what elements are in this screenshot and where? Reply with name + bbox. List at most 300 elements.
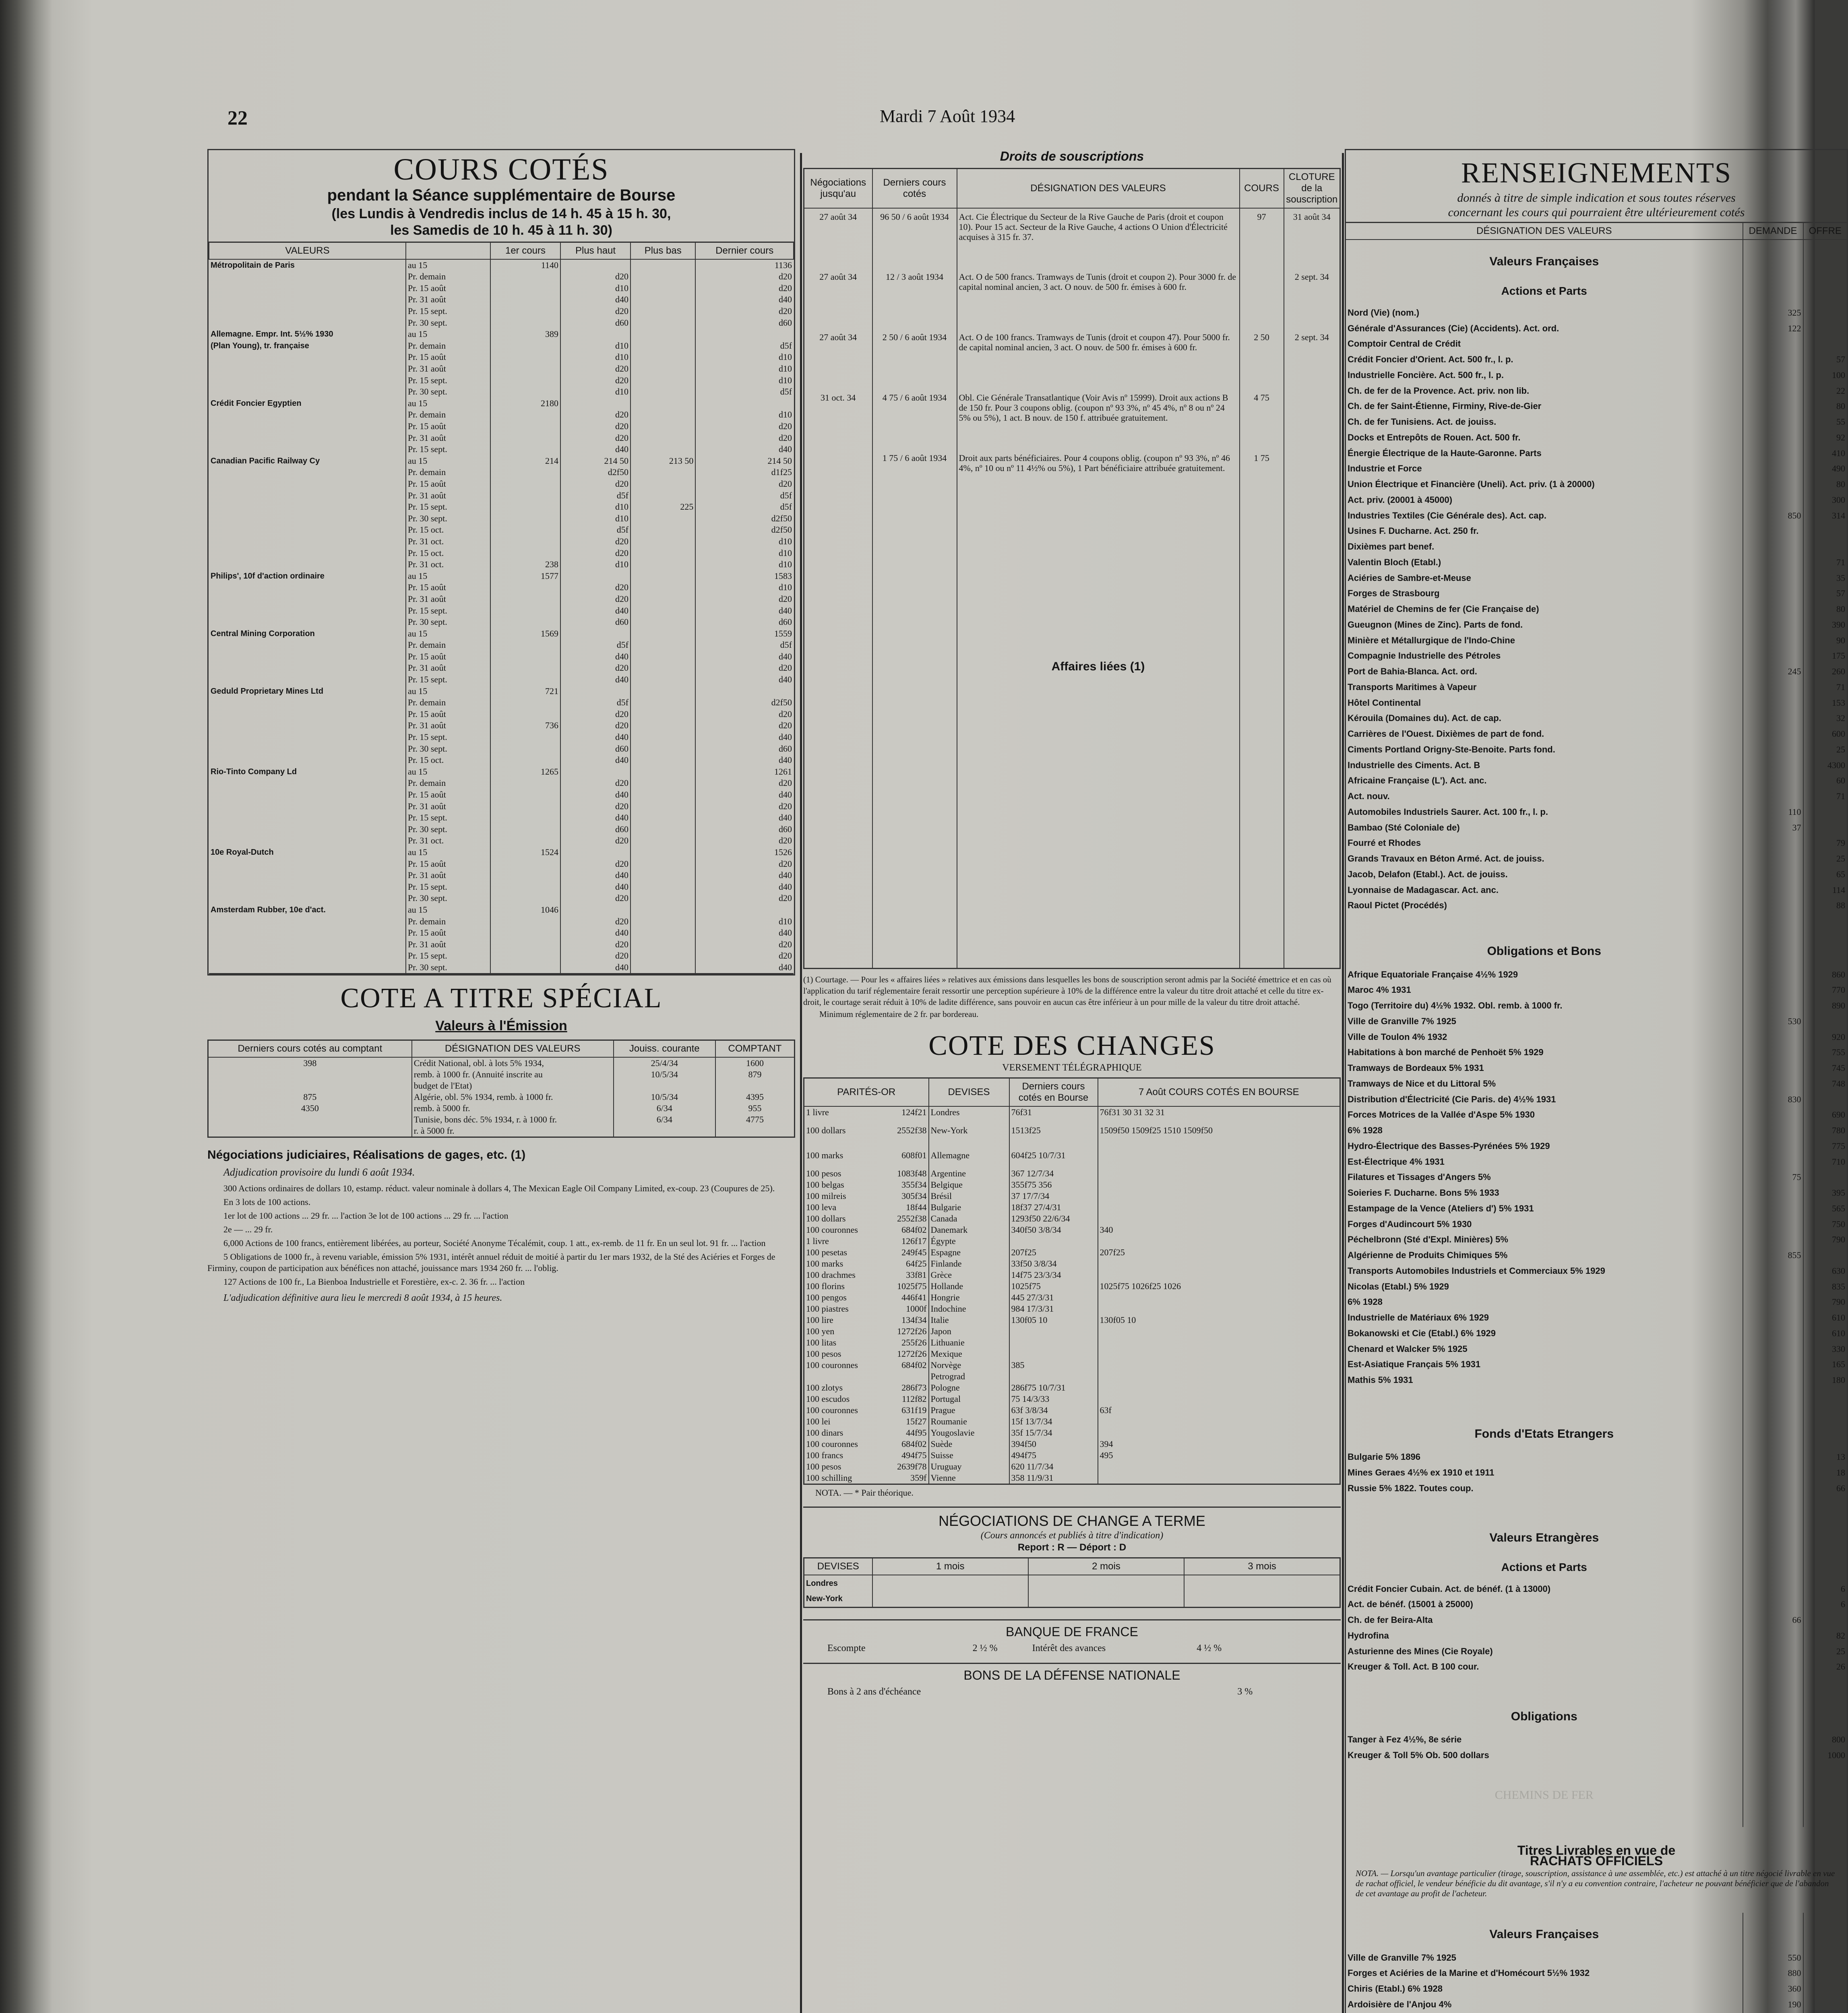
table-cell: Pr. 15 sept. (406, 732, 490, 743)
table-cell (695, 904, 794, 916)
spacer-row (1346, 1675, 1848, 1695)
table-row (1346, 1185, 1848, 1201)
table-cell (209, 962, 406, 974)
cote-titre-special-section (207, 984, 795, 1304)
table-cell (1803, 523, 1848, 539)
table-row (209, 709, 794, 720)
table-cell: 879 (715, 1069, 795, 1080)
table-cell (490, 835, 560, 847)
terme-title: NÉGOCIATIONS DE CHANGE A TERME (938, 1513, 1205, 1529)
table-row (209, 444, 794, 455)
table-cell (490, 824, 560, 835)
table-row (804, 1371, 1340, 1382)
cell-value: Danemark (930, 1225, 968, 1235)
table-cell (1009, 1326, 1098, 1337)
table-cell (1803, 1496, 1848, 1516)
table-cell: d20 (560, 593, 630, 605)
table-cell: 110 (1743, 804, 1803, 820)
table-cell (804, 1393, 929, 1405)
table-cell (1743, 1263, 1803, 1279)
table-cell (804, 1292, 929, 1303)
cell-value: 1025f75 (897, 1281, 927, 1291)
table-cell (1803, 1170, 1848, 1185)
table-cell: d20 (560, 478, 630, 490)
table-row (804, 1179, 1340, 1190)
table-cell: Kreuger & Toll 5% Ob. 500 dollars (1348, 1750, 1489, 1761)
cote-changes-title: COTE DES CHANGES (928, 1030, 1215, 1061)
cell-value: 1509f50 1509f25 1510 1509f50 (1100, 1125, 1213, 1135)
table-row (1346, 383, 1848, 399)
table-cell: Crédit Foncier d'Orient. Act. 500 fr., l. p. (1348, 354, 1513, 365)
table-cell (1009, 1106, 1098, 1118)
table-cell (957, 824, 1240, 969)
table-cell (630, 398, 695, 409)
table-cell (1743, 1138, 1803, 1154)
cell-value: 33f50 3/8/34 (1011, 1259, 1057, 1269)
cell-value: 100 lire (806, 1315, 833, 1325)
table-cell (1009, 1224, 1098, 1236)
table-cell: au 15 (406, 398, 490, 409)
table-cell (209, 524, 406, 536)
table-cell: d40 (695, 294, 794, 306)
cell-value: 100 couronnes (806, 1360, 858, 1370)
table-row (1346, 1612, 1848, 1628)
table-cell (1284, 510, 1340, 824)
table-row (1346, 586, 1848, 601)
table-row (209, 847, 794, 858)
table-cell (209, 754, 406, 766)
table-cell (630, 536, 695, 548)
table-cell (630, 812, 695, 824)
table-cell: Rio-Tinto Company Ld (211, 767, 297, 776)
table-cell: Pr. 15 août (406, 651, 490, 663)
table-cell: au 15 (406, 628, 490, 639)
table-cell (630, 582, 695, 593)
table-cell (1009, 1427, 1098, 1438)
table-cell (1743, 1279, 1803, 1294)
table-cell: Pr. 15 août (406, 351, 490, 363)
table-cell: 214 50 (560, 455, 630, 467)
table-cell: Pr. 15 août (406, 927, 490, 939)
table-cell (872, 510, 957, 824)
table-row (209, 536, 794, 548)
table-cell (804, 1143, 929, 1168)
table-row (209, 616, 794, 628)
table-row (1346, 726, 1848, 742)
table-row (1346, 1950, 1848, 1965)
table-cell: d20 (695, 893, 794, 904)
table-cell (929, 1450, 1009, 1461)
cell-value: 63f (1100, 1405, 1112, 1415)
cell-value: Petrograd (930, 1371, 965, 1381)
table-row (1346, 773, 1848, 789)
table-row (1346, 305, 1848, 321)
table-cell: 97 (1240, 208, 1284, 269)
table-cell: Compagnie Industrielle des Pétroles (1348, 651, 1501, 661)
table-cell: Pr. 15 sept. (406, 950, 490, 962)
table-cell (630, 628, 695, 639)
table-cell (1743, 1076, 1803, 1091)
table-cell: Tramways de Bordeaux 5% 1931 (1348, 1063, 1484, 1073)
cell-value: 100 belgas (806, 1180, 844, 1190)
table-cell: Minière et Métallurgique de l'Indo-Chine (1348, 635, 1515, 645)
table-cell (209, 812, 406, 824)
table-cell: 4300 (1803, 757, 1848, 773)
table-cell: Est-Asiatique Français 5% 1931 (1348, 1359, 1481, 1370)
table-row (1346, 804, 1848, 820)
table-cell (929, 1416, 1009, 1427)
table-row (209, 766, 794, 778)
table-row (209, 789, 794, 801)
table-cell (490, 881, 560, 893)
banque-title: BANQUE DE FRANCE (1006, 1624, 1138, 1639)
table-cell: 830 (1743, 1091, 1803, 1107)
table-cell: 4350 (301, 1103, 319, 1113)
cell-value: 75 14/3/33 (1011, 1394, 1050, 1404)
table-cell (209, 582, 406, 593)
table-row (209, 777, 794, 789)
table-cell: d20 (695, 662, 794, 674)
table-cell (1098, 1168, 1340, 1179)
table-cell (1743, 1412, 1803, 1449)
table-cell (1009, 1292, 1098, 1303)
table-cell: 610 (1803, 1325, 1848, 1341)
table-cell: 395 (1803, 1185, 1848, 1201)
table-row (209, 800, 794, 812)
table-cell (209, 662, 406, 674)
table-row (1346, 898, 1848, 913)
table-cell: d60 (560, 743, 630, 754)
table-cell (209, 950, 406, 962)
table-row (804, 1326, 1340, 1337)
table-cell: Lyonnaise de Madagascar. Act. anc. (1348, 885, 1499, 895)
column-header: CLOTURE de la souscription (1284, 169, 1340, 209)
table-cell: d20 (560, 950, 630, 962)
table-row (1346, 1076, 1848, 1091)
table-row (1346, 555, 1848, 570)
table-row (1346, 967, 1848, 982)
table-cell (929, 1337, 1009, 1348)
renseignements-sub1: donnés à titre de simple indication et sous toutes réserves (1457, 191, 1736, 205)
livrables-title: Titres Livrables en vue de (1517, 1843, 1676, 1858)
spacer-row (1346, 1388, 1848, 1412)
table-cell: Pr. 15 sept. (406, 881, 490, 893)
table-cell (490, 363, 560, 375)
table-row (1346, 1263, 1848, 1279)
table-cell: d40 (695, 927, 794, 939)
table-cell: Pr. 15 août (406, 421, 490, 432)
table-row (1346, 320, 1848, 336)
table-cell: d40 (560, 294, 630, 306)
table-cell: Pr. demain (406, 697, 490, 709)
table-cell: Pr. 30 sept. (406, 616, 490, 628)
table-cell (490, 709, 560, 720)
table-cell (929, 1292, 1009, 1303)
column-header: Derniers cours cotés en Bourse (1009, 1078, 1098, 1107)
table-cell: Pr. 31 oct. (406, 559, 490, 570)
table-cell (1743, 1045, 1803, 1060)
table-row (1346, 632, 1848, 648)
table-cell (630, 720, 695, 732)
table-cell: Nord (Vie) (nom.) (1348, 307, 1420, 318)
column-header: 1er cours (490, 242, 560, 260)
table-cell: Pr. 30 sept. (406, 386, 490, 398)
table-cell: 27 août 34 (819, 272, 857, 282)
table-cell (1743, 1465, 1803, 1481)
table-row (804, 1190, 1340, 1202)
changes-table (803, 1077, 1341, 1485)
table-cell: d40 (695, 870, 794, 881)
table-cell (209, 317, 406, 329)
table-cell: 920 (1803, 1029, 1848, 1045)
table-cell: 190 (1743, 1997, 1803, 2013)
table-row (1346, 742, 1848, 758)
table-row (1346, 523, 1848, 539)
cell-value: 340f50 3/8/34 (1011, 1225, 1061, 1235)
cell-value: Italie (930, 1315, 949, 1325)
table-cell: Chenard et Walcker 5% 1925 (1348, 1343, 1468, 1354)
table-cell (929, 1258, 1009, 1269)
table-cell: 82 (1803, 1628, 1848, 1643)
table-cell (490, 432, 560, 444)
table-cell: 71 (1803, 789, 1848, 804)
table-cell: 25 (1803, 742, 1848, 758)
table-cell: Algérie, obl. 5% 1934, remb. à 1000 fr. (412, 1091, 614, 1103)
table-cell: Pr. 15 août (406, 709, 490, 720)
table-row (804, 269, 1340, 329)
adjudication-paragraph: 5 Obligations de 1000 fr., à revenu variable, émission 5% 1931, intérêt annuel réduit de moitié à partir du 1er mars 1932, de la Sté des Aciéries et Forges de Firminy, coupon de participation aux bénéfices non attaché, jouissance mars 1934 260 fr. ... l'oblig. (207, 1251, 775, 1273)
cell-value: 100 marks (806, 1259, 843, 1269)
table-cell: New-York (806, 1594, 843, 1604)
table-cell (1743, 1554, 1803, 1581)
table-cell: 890 (1803, 998, 1848, 1014)
table-row (1346, 617, 1848, 633)
table-row (1346, 648, 1848, 664)
table-cell: 260 (1803, 664, 1848, 680)
table-cell: d10 (695, 559, 794, 570)
table-cell (1743, 913, 1803, 930)
table-cell (1009, 1393, 1098, 1405)
column-header (406, 242, 490, 260)
table-cell: 775 (1803, 1138, 1848, 1154)
cell-value: 359f (910, 1473, 927, 1483)
table-cell: 4 75 (1240, 389, 1284, 450)
table-cell (1240, 824, 1284, 969)
table-cell: Pr. 15 sept. (406, 306, 490, 317)
table-row (804, 1258, 1340, 1269)
table-cell: d20 (695, 720, 794, 732)
table-cell (1009, 1348, 1098, 1360)
table-row (804, 824, 1340, 969)
table-cell (490, 513, 560, 524)
table-cell: d40 (695, 789, 794, 801)
table-cell (1743, 617, 1803, 633)
table-cell (630, 904, 695, 916)
cell-value: Belgique (930, 1180, 963, 1190)
table-cell (209, 616, 406, 628)
table-cell (804, 1213, 929, 1224)
table-cell (1743, 648, 1803, 664)
table-cell: Forges d'Audincourt 5% 1930 (1348, 1219, 1472, 1229)
table-cell: 96 50 / 6 août 1934 (872, 208, 957, 269)
table-cell (209, 605, 406, 616)
table-cell: Act. priv. (20001 à 45000) (1348, 494, 1453, 505)
table-cell (1098, 1450, 1340, 1461)
table-cell: Asturienne des Mines (Cie Royale) (1348, 1646, 1493, 1656)
cell-value: 445 27/3/31 (1011, 1292, 1054, 1302)
table-cell (1009, 1281, 1098, 1292)
table-cell (1743, 1185, 1803, 1201)
table-cell: Ardoisière de l'Anjou 4% (1348, 1999, 1452, 2009)
cours-cotes-table (209, 242, 794, 974)
table-cell (630, 329, 695, 340)
table-cell: 27 août 34 (819, 212, 857, 222)
cours-cotes-hours: (les Lundis à Vendredis inclus de 14 h. 45 à 15 h. 30, (331, 206, 671, 221)
table-cell (804, 510, 872, 824)
table-row (1346, 1060, 1848, 1076)
table-row (209, 409, 794, 421)
table-row (1346, 695, 1848, 711)
table-cell: d2f50 (695, 524, 794, 536)
table-cell: Pr. 15 oct. (406, 754, 490, 766)
cell-value: 100 yen (806, 1326, 835, 1336)
table-cell: Pr. 30 sept. (406, 824, 490, 835)
table-cell (209, 593, 406, 605)
table-cell (1098, 1360, 1340, 1371)
table-cell: Bulgarie 5% 1896 (1348, 1452, 1420, 1462)
cell-value: 100 marks (806, 1150, 843, 1160)
table-cell: Automobiles Industriels Saurer. Act. 100 fr., l. p. (1348, 806, 1548, 817)
table-row (209, 743, 794, 754)
table-cell: au 15 (406, 766, 490, 778)
table-cell (209, 559, 406, 570)
table-cell: 1261 (695, 766, 794, 778)
table-row (1346, 1279, 1848, 1294)
table-cell (695, 329, 794, 340)
table-cell (209, 720, 406, 732)
cell-value: 100 dinars (806, 1428, 843, 1438)
table-cell: d20 (560, 271, 630, 283)
table-cell (490, 639, 560, 651)
table-cell: Pr. 15 oct. (406, 547, 490, 559)
table-cell (630, 478, 695, 490)
table-cell (630, 306, 695, 317)
table-cell: 330 (1803, 1341, 1848, 1357)
table-cell (490, 374, 560, 386)
table-row (1346, 998, 1848, 1014)
table-cell (929, 1393, 1009, 1405)
table-cell: 4 75 / 6 août 1934 (872, 389, 957, 450)
table-cell: d10 (695, 351, 794, 363)
table-cell (1743, 399, 1803, 414)
cell-value: 130f05 10 (1011, 1315, 1048, 1325)
cours-cotes-hours-saturday: les Samedis de 10 h. 45 à 11 h. 30) (390, 223, 612, 238)
table-cell: d5f (560, 524, 630, 536)
table-cell (1743, 461, 1803, 477)
table-row (1346, 1643, 1848, 1659)
table-cell (490, 605, 560, 616)
table-cell (209, 467, 406, 478)
renseignements-table (1345, 222, 1848, 2013)
table-cell: 314 (1803, 508, 1848, 523)
table-cell: Industrie et Force (1348, 463, 1422, 474)
table-cell: Bokanowski et Cie (Etabl.) 6% 1929 (1348, 1328, 1496, 1338)
table-cell (929, 1224, 1009, 1236)
table-cell: Ville de Granville 7% 1925 (1348, 1952, 1456, 1963)
table-cell: Londres (806, 1579, 838, 1588)
table-cell: Pr. 31 août (406, 294, 490, 306)
table-row (804, 1360, 1340, 1371)
table-cell (209, 478, 406, 490)
table-cell: Pr. 15 sept. (406, 374, 490, 386)
table-cell (929, 1461, 1009, 1472)
table-cell (490, 351, 560, 363)
table-row (1346, 1013, 1848, 1029)
table-cell (630, 754, 695, 766)
table-cell: Pr. 15 sept. (406, 674, 490, 686)
table-cell (1743, 570, 1803, 586)
cell-value: 631f19 (901, 1405, 927, 1415)
table-cell: Générale d'Assurances (Cie) (Accidents). Act. ord. (1348, 323, 1559, 333)
table-cell: d20 (695, 835, 794, 847)
table-row (1346, 1154, 1848, 1170)
table-row (1346, 1628, 1848, 1643)
table-cell (1743, 277, 1803, 305)
page-header (91, 95, 1757, 127)
table-row (208, 1125, 795, 1137)
table-cell (1743, 336, 1803, 352)
table-cell (929, 1281, 1009, 1292)
table-cell (1009, 1247, 1098, 1258)
table-cell (209, 938, 406, 950)
table-cell: Nicolas (Etabl.) 5% 1929 (1348, 1281, 1449, 1292)
table-cell (209, 777, 406, 789)
table-cell (1803, 320, 1848, 336)
cell-value: 2552f38 (897, 1213, 927, 1224)
table-cell: 1 75 / 6 août 1934 (872, 450, 957, 510)
terme-table (803, 1557, 1341, 1608)
table-cell (490, 593, 560, 605)
table-cell (804, 1360, 929, 1371)
table-row (209, 455, 794, 467)
table-cell (929, 1427, 1009, 1438)
table-cell: Pr. 31 oct. (406, 536, 490, 548)
table-row (1346, 336, 1848, 352)
table-cell (1098, 1224, 1340, 1236)
table-cell (929, 1382, 1009, 1393)
table-cell: Pr. 31 août (406, 432, 490, 444)
table-cell: 1136 (695, 259, 794, 271)
table-cell: Industrielle de Matériaux 6% 1929 (1348, 1312, 1489, 1323)
table-cell (1743, 967, 1803, 982)
table-cell: Pr. 15 sept. (406, 444, 490, 455)
page-date: Mardi 7 Août 1934 (880, 106, 1015, 126)
table-cell: 1569 (490, 628, 560, 639)
table-cell: d20 (695, 858, 794, 870)
section-row (1346, 1412, 1848, 1449)
cell-value: Brésil (930, 1191, 952, 1201)
table-cell (209, 294, 406, 306)
table-cell: 18 (1803, 1465, 1848, 1481)
table-cell (630, 363, 695, 375)
table-cell (1743, 1496, 1803, 1516)
table-cell: d5f (695, 490, 794, 501)
table-row (208, 1080, 795, 1091)
table-cell: au 15 (406, 847, 490, 858)
table-row (209, 639, 794, 651)
cours-cotes-subtitle: pendant la Séance supplémentaire de Bourse (327, 186, 676, 204)
table-cell: Soieries F. Ducharne. Bons 5% 1933 (1348, 1188, 1499, 1198)
